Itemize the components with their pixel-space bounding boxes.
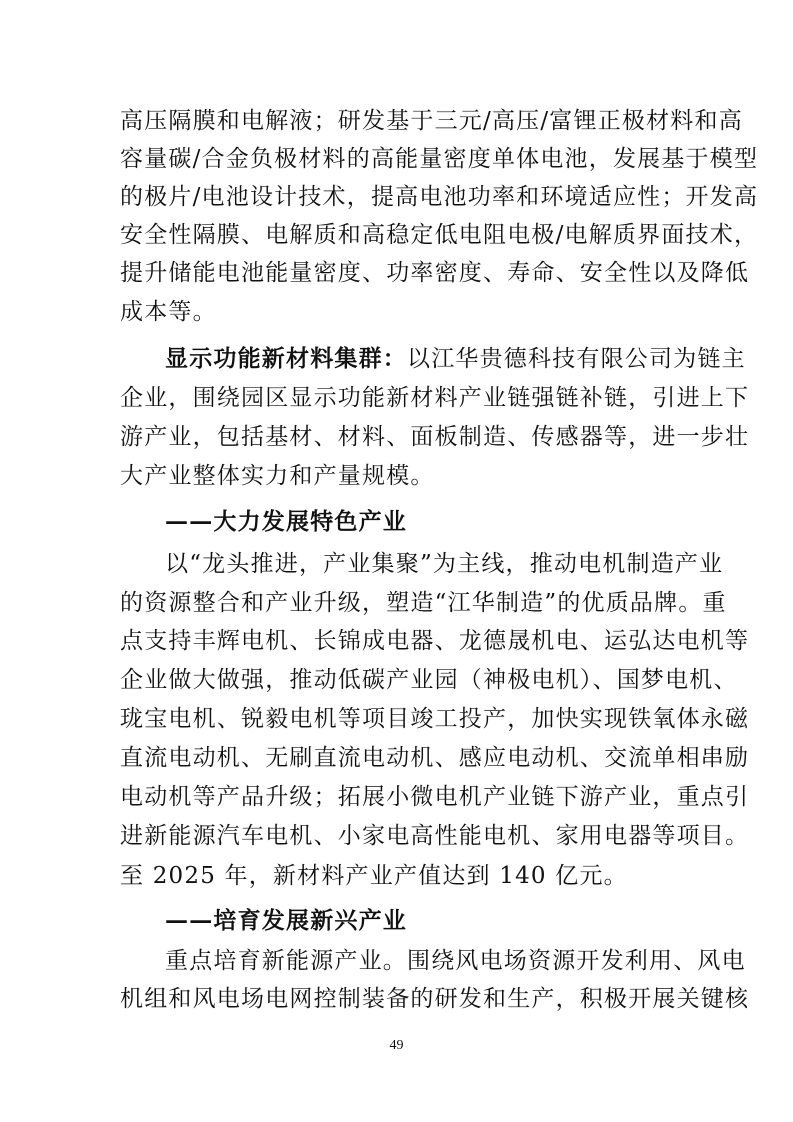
body-text-line: 点支持丰辉电机、长锦成电器、龙德晟机电、运弘达电机等 [120, 628, 750, 654]
cluster-first-line-text: 以江华贵德科技有限公司为链主 [407, 346, 746, 372]
body-text-line: 企业做大做强，推动低碳产业园（神极电机）、国梦电机、 [120, 667, 738, 693]
body-text-line: 的资源整合和产业升级，塑造“江华制造”的优质品牌。重 [120, 590, 727, 616]
body-text-line: 以“龙头推进，产业集聚”为主线，推动电机制造产业 [165, 551, 724, 577]
body-text-line: 成本等。 [120, 299, 217, 325]
body-text-line: 提升储能电池能量密度、功率密度、寿命、安全性以及降低 [120, 260, 750, 286]
body-text-line: 高压隔膜和电解液；研发基于三元/高压/富锂正极材料和高 [120, 108, 743, 134]
section-heading: ——培育发展新兴产业 [165, 907, 407, 934]
body-text-line: 机组和风电场电网控制装备的研发和生产，积极开展关键核 [120, 986, 750, 1012]
body-text-line: 游产业，包括基材、材料、面板制造、传感器等，进一步壮 [120, 424, 750, 450]
body-text-line: 容量碳/合金负极材料的高能量密度单体电池，发展基于模型 [120, 146, 759, 172]
body-text-line: 大产业整体实力和产量规模。 [120, 463, 435, 489]
body-text-line: 电动机等产品升级；拓展小微电机产业链下游产业，重点引 [120, 784, 750, 810]
body-text-line: 珑宝电机、锐毅电机等项目竣工投产，加快实现铁氧体永磁 [120, 706, 750, 732]
body-text-line: 安全性隔膜、电解质和高稳定低电阻电极/电解质界面技术， [120, 222, 759, 248]
body-text-line: 直流电动机、无刷直流电动机、感应电动机、交流单相串励 [120, 745, 750, 771]
body-text-line: 至 2025 年，新材料产业产值达到 140 亿元。 [120, 863, 628, 889]
body-text-line: 的极片/电池设计技术，提高电池功率和环境适应性；开发高 [120, 184, 759, 210]
section-heading: ——大力发展特色产业 [165, 508, 407, 535]
body-text-line: 进新能源汽车电机、小家电高性能电机、家用电器等项目。 [120, 823, 750, 849]
body-text-line: 重点培育新能源产业。围绕风电场资源开发利用、风电 [165, 948, 746, 974]
cluster-first-line [165, 340, 746, 378]
page-number: 49 [389, 1038, 404, 1053]
body-text-line: 企业，围绕园区显示功能新材料产业链强链补链，引进上下 [120, 385, 750, 411]
cluster-title: 显示功能新材料集群： [165, 345, 407, 372]
